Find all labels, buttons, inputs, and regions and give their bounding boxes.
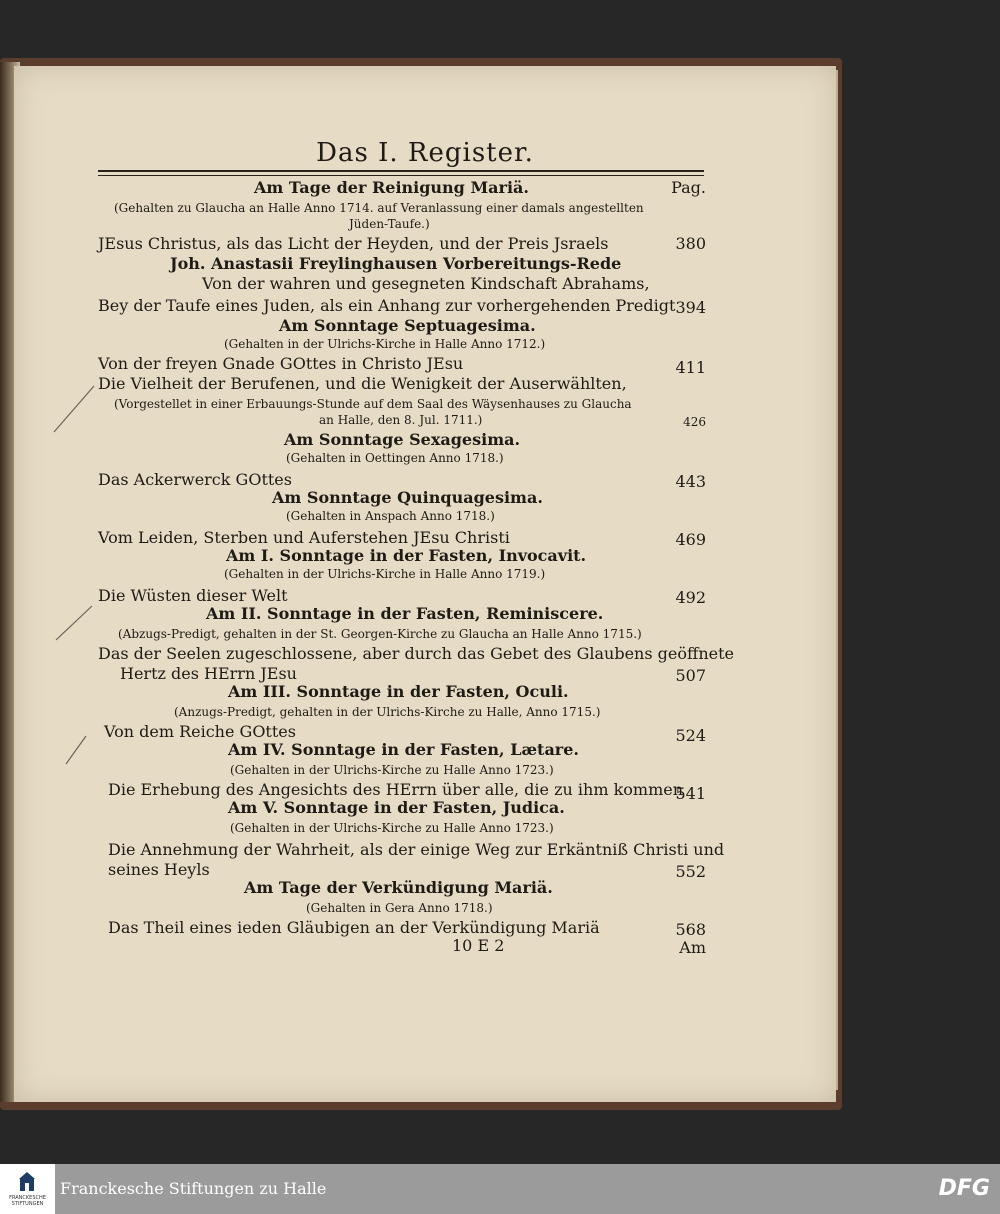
institution-name[interactable]: Franckesche Stiftungen zu Halle [60,1179,327,1198]
entry-heading: Am Sonntage Septuagesima. [279,316,536,335]
entry-sermon: Die Erhebung des Angesichts des HErrn über alle, die zu ihm kommen [108,780,684,799]
viewer-footer [0,1164,1000,1214]
pencil-mark [50,380,100,440]
pencil-mark [52,600,98,646]
entry-page-number: 411 [675,358,706,377]
dfg-logo[interactable]: DFG [938,1176,990,1201]
entry-heading: Am II. Sonntage in der Fasten, Reminiscere. [206,604,604,623]
entry-page-number: 568 [675,920,706,939]
entry-note: (Gehalten in Anspach Anno 1718.) [286,509,495,523]
entry-sermon: Vom Leiden, Sterben und Auferstehen JEsu Christi [98,528,510,547]
entry-sermon: Hertz des HErrn JEsu [120,664,297,683]
page-title: Das I. Register. [316,138,534,168]
catchword: Am [679,938,706,957]
entry-note: (Gehalten zu Glaucha an Halle Anno 1714. auf Veranlassung einer damals angestellten [114,201,644,215]
entry-page-number: 492 [675,588,706,607]
pencil-mark [62,730,92,770]
entry-note: (Gehalten in der Ulrichs-Kirche in Halle Anno 1712.) [224,337,546,351]
logo-text: FRANCKESCHE STIFTUNGEN [9,1195,46,1207]
entry-page-number: 469 [675,530,706,549]
entry-page-number: 552 [675,862,706,881]
entry-sermon: Von der freyen Gnade GOttes in Christo JEsu [98,354,464,373]
entry-page-number: 541 [675,784,706,803]
entry-heading: Am Sonntage Sexagesima. [284,430,521,449]
title-rule-thin [98,175,704,176]
entry-heading: Am V. Sonntage in der Fasten, Judica. [228,798,565,817]
entry-note: (Gehalten in der Ulrichs-Kirche zu Halle Anno 1723.) [230,763,554,777]
entry-note: (Gehalten in der Ulrichs-Kirche zu Halle Anno 1723.) [230,821,554,835]
entry-note: (Anzugs-Predigt, gehalten in der Ulrichs-Kirche zu Halle, Anno 1715.) [174,705,601,719]
entry-author: Joh. Anastasii Freylinghausen Vorbereitungs-Rede [170,254,622,273]
entry-heading: Am IV. Sonntage in der Fasten, Lætare. [228,740,579,759]
entry-heading: Am Tage der Verkündigung Mariä. [244,878,553,897]
book-page [14,66,836,1102]
entry-sermon: Das der Seelen zugeschlossene, aber durch das Gebet des Glaubens geöffnete [98,644,735,663]
entry-sermon: Die Wüsten dieser Welt [98,586,288,605]
entry-sermon: Von dem Reiche GOttes [104,722,296,741]
institution-logo[interactable] [0,1164,55,1214]
entry-note: (Gehalten in der Ulrichs-Kirche in Halle Anno 1719.) [224,567,546,581]
pag-label: Pag. [671,178,706,197]
entry-page-number: 426 [683,415,706,429]
entry-note: Jüden-Taufe.) [349,217,430,231]
entry-note: an Halle, den 8. Jul. 1711.) [319,413,483,427]
entry-sermon: Die Vielheit der Berufenen, und die Wenigkeit der Auserwählten, [98,374,627,393]
entry-sermon: seines Heyls [108,860,210,879]
entry-page-number: 443 [675,472,706,491]
entry-note: (Abzugs-Predigt, gehalten in der St. Georgen-Kirche zu Glaucha an Halle Anno 1715.) [118,627,642,641]
entry-sermon: Bey der Taufe eines Juden, als ein Anhang zur vorhergehenden Predigt [98,296,676,315]
entry-note: (Vorgestellet in einer Erbauungs-Stunde auf dem Saal des Wäysenhauses zu Glaucha [114,397,632,411]
entry-note: (Gehalten in Oettingen Anno 1718.) [286,451,504,465]
entry-heading: Am I. Sonntage in der Fasten, Invocavit. [226,546,587,565]
entry-sermon: Von der wahren und gesegneten Kindschaft Abrahams, [202,274,650,293]
entry-page-number: 380 [675,234,706,253]
entry-sermon: Das Theil eines ieden Gläubigen an der Verkündigung Mariä [108,918,600,937]
entry-page-number: 507 [675,666,706,685]
entry-page-number: 394 [675,298,706,317]
entry-sermon: JEsus Christus, als das Licht der Heyden, und der Preis Jsraels [98,234,609,253]
entry-heading: Am Tage der Reinigung Mariä. [254,178,529,197]
entry-heading: Am Sonntage Quinquagesima. [272,488,543,507]
institution-emblem-icon [19,1172,35,1192]
entry-sermon: Die Annehmung der Wahrheit, als der einige Weg zur Erkäntniß Christi und [108,840,725,859]
entry-note: (Gehalten in Gera Anno 1718.) [306,901,493,915]
signature-mark: 10 E 2 [452,936,505,955]
entry-page-number: 524 [675,726,706,745]
entry-heading: Am III. Sonntage in der Fasten, Oculi. [228,682,569,701]
title-rule [98,170,704,172]
entry-sermon: Das Ackerwerck GOttes [98,470,292,489]
